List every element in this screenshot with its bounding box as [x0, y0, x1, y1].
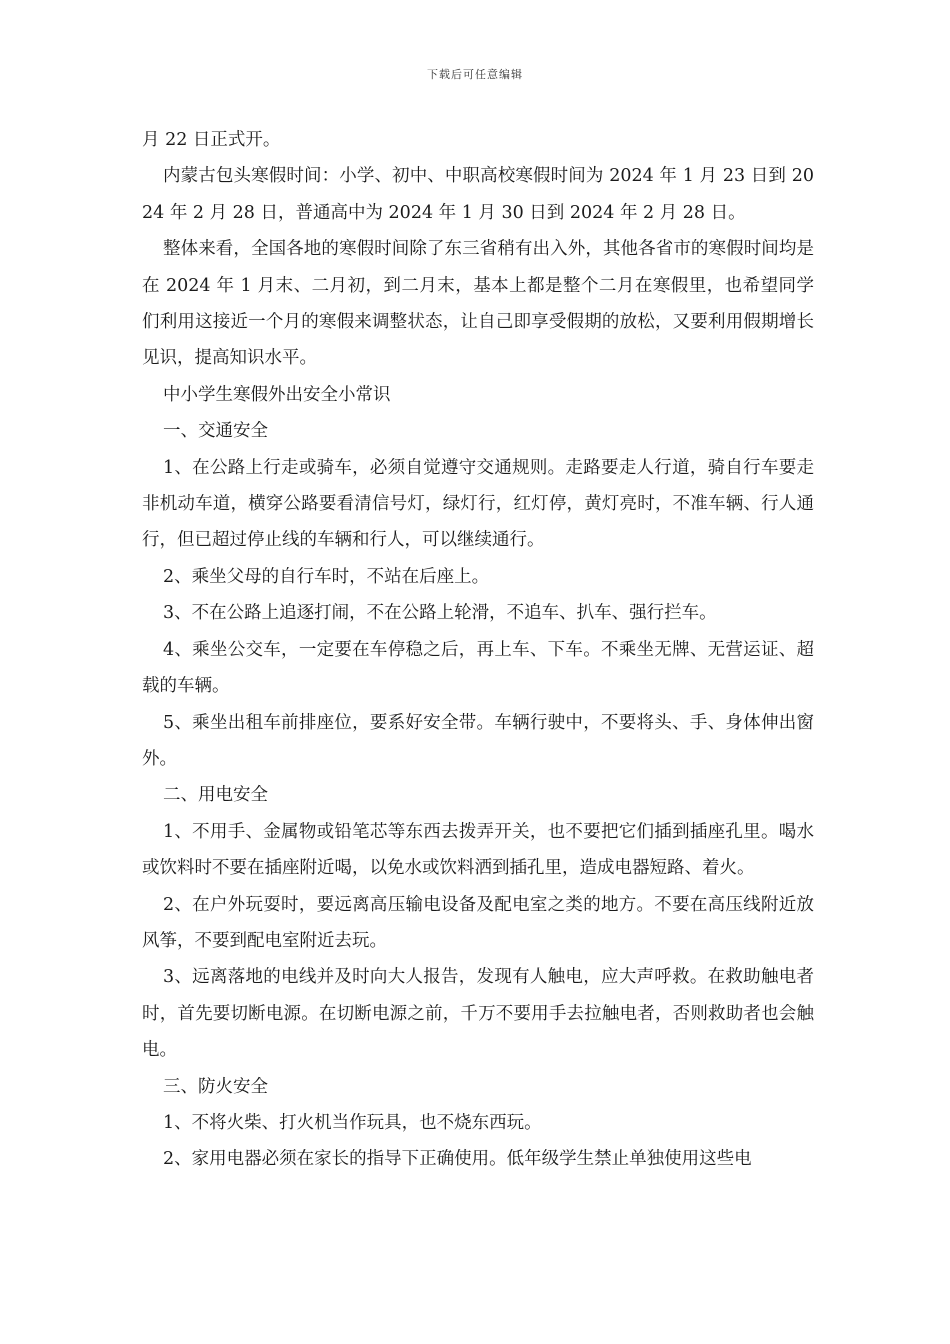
paragraph: 3、远离落地的电线并及时向大人报告，发现有人触电，应大声呼救。在救助触电者时，首先要切断电源。在切断电源之前，千万不要用手去拉触电者，否则救助者也会触电。 — [142, 967, 814, 1061]
paragraph: 1、不将火柴、打火机当作玩具，也不烧东西玩。 — [163, 1112, 542, 1133]
section-heading: 中小学生寒假外出安全小常识 — [163, 384, 391, 405]
section-heading: 一、交通安全 — [163, 421, 268, 442]
paragraph: 整体来看，全国各地的寒假时间除了东三省稍有出入外，其他各省市的寒假时间均是在 2024 年 1 月末、二月初，到二月末，基本上都是整个二月在寒假里，也希望同学们利用这接近一个月的寒假来调整状态，让自己即享受假期的放松，又要利用假期增长见识，提高知识水平。 — [142, 239, 814, 369]
paragraph: 1、不用手、金属物或铅笔芯等东西去拨弄开关，也不要把它们插到插座孔里。喝水或饮料时不要在插座附近喝，以免水或饮料洒到插孔里，造成电器短路、着火。 — [142, 821, 814, 879]
paragraph: 4、乘坐公交车，一定要在车停稳之后，再上车、下车。不乘坐无牌、无营运证、超载的车辆。 — [142, 639, 814, 697]
section-heading: 三、防火安全 — [163, 1076, 268, 1097]
paragraph: 月 22 日正式开。 — [142, 130, 281, 150]
paragraph: 5、乘坐出租车前排座位，要系好安全带。车辆行驶中，不要将头、手、身体伸出窗外。 — [142, 712, 814, 769]
section-heading: 二、用电安全 — [163, 785, 268, 806]
paragraph: 内蒙古包头寒假时间：小学、初中、中职高校寒假时间为 2024 年 1 月 23 日到 2024 年 2 月 28 日，普通高中为 2024 年 1 月 30 日到 2024 年 2 月 28 日。 — [142, 166, 814, 223]
header-note: 下载后可任意编辑 — [427, 68, 523, 81]
document-body — [142, 122, 814, 1178]
paragraph: 2、乘坐父母的自行车时，不站在后座上。 — [163, 566, 490, 587]
paragraph: 2、家用电器必须在家长的指导下正确使用。低年级学生禁止单独使用这些电 — [163, 1149, 752, 1170]
paragraph: 3、不在公路上追逐打闹，不在公路上轮滑，不追车、扒车、强行拦车。 — [163, 603, 717, 624]
paragraph: 1、在公路上行走或骑车，必须自觉遵守交通规则。走路要走人行道，骑自行车要走非机动车道，横穿公路要看清信号灯，绿灯行，红灯停，黄灯亮时，不准车辆、行人通行，但已超过停止线的车辆和行人，可以继续通行。 — [142, 457, 814, 551]
paragraph: 2、在户外玩耍时，要远离高压输电设备及配电室之类的地方。不要在高压线附近放风筝，不要到配电室附近去玩。 — [142, 894, 814, 951]
